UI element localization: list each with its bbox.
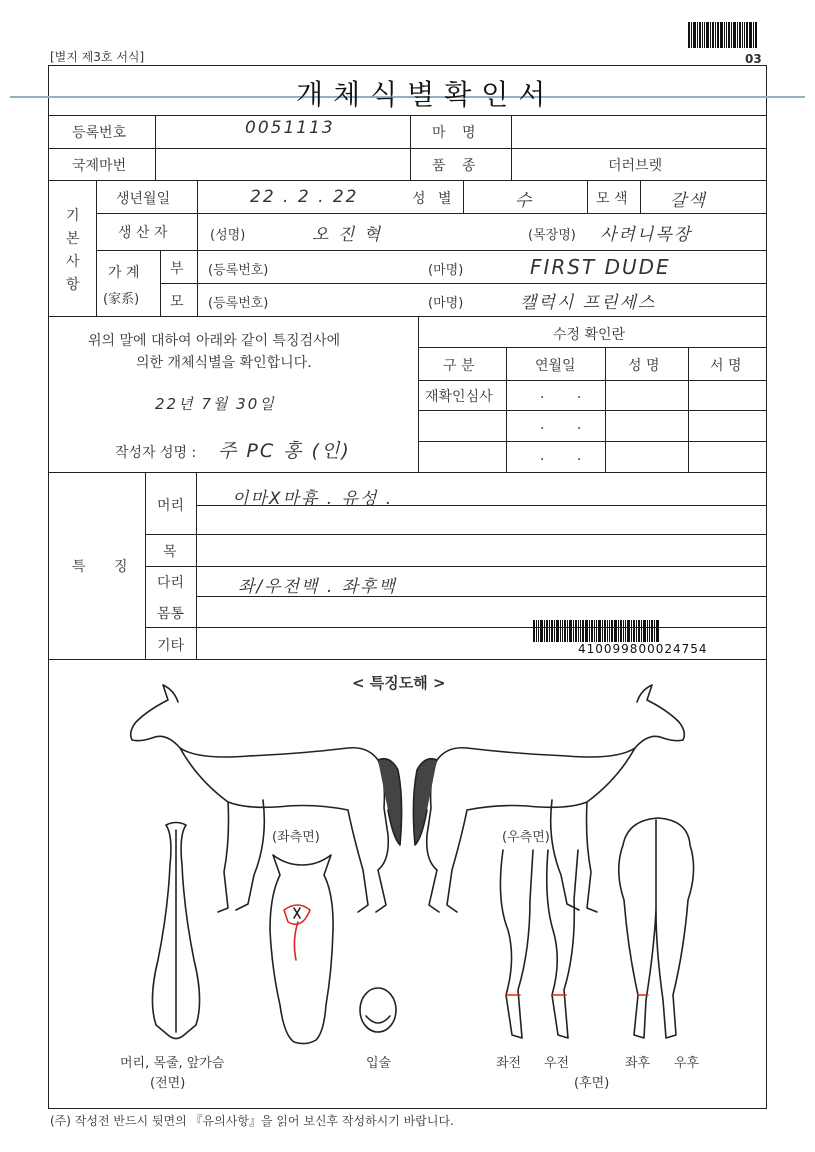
horse-lip-figure (360, 988, 396, 1032)
revision-row3-date: . . (540, 448, 596, 464)
horse-front-legs-figure (500, 850, 578, 1038)
breed-value: 더러브렛 (608, 158, 663, 174)
page-number: 03 (745, 52, 762, 66)
feature-barcode-number: 410099800024754 (578, 642, 708, 656)
producer-label: 생 산 자 (118, 225, 168, 241)
diagram-title: < 특징도해 > (352, 674, 446, 692)
left-hind-label: 좌후 (625, 1056, 651, 1071)
neck-label: 목 (163, 544, 177, 560)
birth-label: 생년월일 (116, 191, 171, 207)
sex-value: 수 (515, 191, 534, 211)
dam-label: 모 (170, 294, 184, 310)
revision-row1-date: . . (540, 386, 596, 402)
farm-label: (목장명) (528, 228, 576, 243)
confirm-statement-2: 의한 개체식별을 확인합니다. (136, 355, 312, 371)
head-label: 머리 (157, 498, 185, 514)
left-side-label: (좌측면) (272, 830, 320, 845)
front-label: (전면) (150, 1076, 186, 1091)
color-value: 갈색 (670, 191, 707, 211)
body-label: 몸통 (157, 606, 185, 622)
rear-label: (후면) (574, 1076, 610, 1091)
intl-label: 국제마번 (72, 158, 127, 174)
dam-name-label: (마명) (428, 296, 464, 311)
revision-col-date: 연월일 (535, 358, 576, 374)
basic-section-label: 기본사항 (66, 208, 80, 293)
reg-value: 0051113 (245, 118, 335, 138)
confirm-statement-1: 위의 말에 대하여 아래와 같이 특징검사에 (88, 333, 341, 349)
family-label-hanja: (家系) (103, 292, 140, 307)
revision-col-name: 성 명 (628, 358, 660, 374)
revision-col-sign: 서 명 (710, 358, 742, 374)
confirm-date: 22년 7월 30일 (155, 395, 276, 413)
horse-rear-figure (619, 818, 694, 1038)
producer-name-value: 오 진 혁 (312, 225, 383, 245)
front-caption: 머리, 목줄, 앞가슴 (120, 1056, 225, 1071)
producer-name-label: (성명) (210, 228, 246, 243)
horse-head-front-figure (270, 855, 333, 1044)
family-label: 가 계 (108, 265, 140, 281)
document-title: 개체식별확인서 (296, 78, 556, 111)
sire-reg-label: (등록번호) (208, 263, 269, 278)
color-label: 모 색 (596, 191, 628, 207)
other-label: 기타 (157, 638, 185, 654)
footer-note: (주) 작성전 반드시 뒷면의 『유의사항』을 읽어 보신후 작성하시기 바랍니다. (50, 1114, 454, 1128)
right-hind-label: 우후 (674, 1056, 700, 1071)
horse-diagram (48, 660, 767, 1106)
horse-left-side-figure (131, 685, 402, 912)
horse-front-neck-figure (152, 823, 199, 1039)
horse-name-label: 마 명 (432, 125, 482, 141)
author-value: 주 PC 홍 (인) (218, 440, 351, 462)
sire-name-label: (마명) (428, 263, 464, 278)
sex-label: 성 별 (412, 191, 456, 207)
revision-header: 수정 확인란 (553, 327, 626, 343)
birth-value: 22 . 2 . 22 (250, 187, 359, 207)
author-label: 작성자 성명 : (115, 445, 197, 461)
right-fore-label: 우전 (544, 1056, 570, 1071)
revision-row1-type: 재확인심사 (425, 389, 493, 405)
revision-row2-date: . . (540, 417, 596, 433)
sire-name-value: FIRST DUDE (530, 255, 671, 279)
dam-reg-label: (등록번호) (208, 296, 269, 311)
revision-col-type: 구 분 (443, 358, 475, 374)
leg-label: 다리 (157, 575, 185, 591)
top-barcode (688, 22, 764, 48)
horse-right-side-figure (413, 685, 684, 912)
reg-label: 등록번호 (72, 125, 127, 141)
breed-label: 품 종 (432, 158, 482, 174)
left-fore-label: 좌전 (496, 1056, 522, 1071)
sire-label: 부 (170, 261, 184, 277)
dam-name-value: 캘럭시 프린세스 (520, 293, 657, 313)
lip-label: 입술 (366, 1056, 392, 1071)
feature-barcode (533, 620, 728, 642)
form-code: [별지 제3호 서식] (50, 50, 145, 64)
leg-value: 좌/우전백 . 좌후백 (238, 577, 397, 597)
head-value: 이마X마흉 . 유성 . (232, 489, 394, 509)
right-side-label: (우측면) (502, 830, 550, 845)
farm-value: 사려니목장 (600, 225, 693, 245)
features-section-label: 특 징 (72, 559, 140, 575)
